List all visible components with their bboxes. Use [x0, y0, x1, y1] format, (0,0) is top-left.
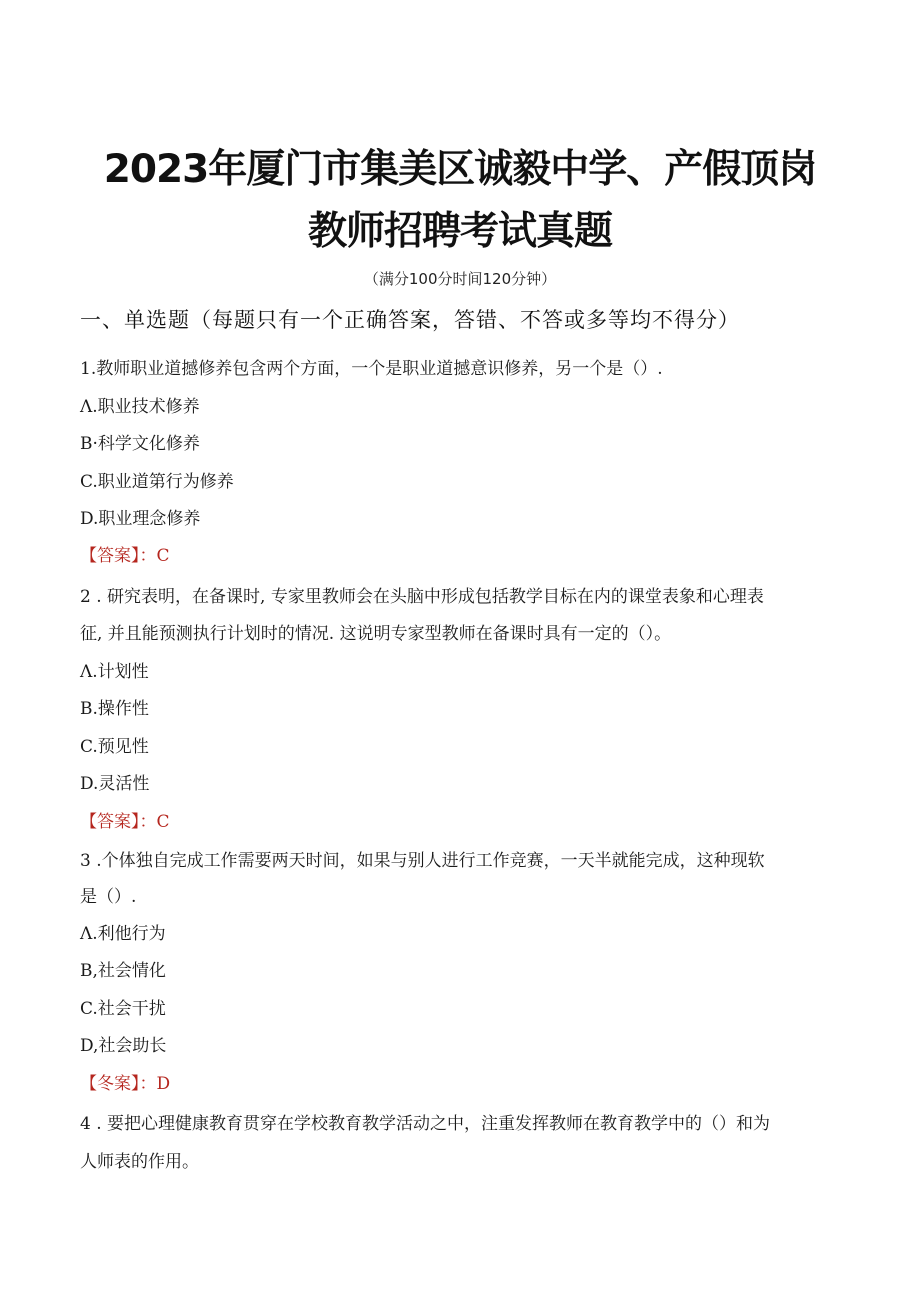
answer-label: 【答案】 — [80, 546, 140, 566]
question-3-text-line-2: 是（）. — [80, 887, 137, 907]
answer-label: 【答案】 — [80, 812, 140, 832]
question-1-option-c: C.职业道第行为修养 — [80, 472, 234, 492]
answer-value: ：C — [139, 812, 170, 832]
question-3-option-b: B,社会情化 — [80, 961, 166, 981]
section-heading: 一、单选题（每题只有一个正确答案，答错、不答或多等均不得分） — [80, 308, 740, 332]
question-1-option-d: D.职业理念修养 — [80, 509, 201, 529]
question-3-option-a: Λ.利他行为 — [80, 924, 166, 944]
question-2-text-line-1: 2 . 研究表明，在备课时, 专家里教师会在头脑中形成包括教学目标在内的课堂表象和心理表 — [80, 587, 764, 607]
question-4-text-line-1: 4 . 要把心理健康教育贯穿在学校教育教学活动之中，注重发挥教师在教育教学中的（）和为 — [80, 1114, 771, 1134]
question-1-option-a: Λ.职业技术修养 — [80, 397, 200, 417]
answer-value: ：C — [139, 546, 170, 566]
document-title-line-1: 2023年厦门市集美区诚毅中学、产假顶岗 — [103, 147, 817, 192]
question-1-text: 1.教师职业道撼修养包含两个方面，一个是职业道撼意识修养，另一个是（）. — [80, 359, 663, 379]
question-2-option-d: D.灵活性 — [80, 774, 150, 794]
question-1-option-b: B·科学文化修养 — [80, 434, 200, 454]
question-2-option-a: Λ.计划性 — [80, 662, 149, 682]
question-2-text-line-2: 征, 并且能预测执行计划时的情况. 这说明专家型教师在备课时具有一定的（）。 — [80, 624, 672, 644]
question-1-answer — [80, 545, 850, 567]
question-3-answer — [80, 1073, 850, 1095]
answer-label: 【冬案】 — [80, 1074, 140, 1094]
question-3-text-line-1: 3 .个体独自完成工作需要两天时间，如果与别人进行工作竞赛，一天半就能完成，这种现软 — [80, 851, 765, 871]
question-4-text-line-2: 人师表的作用。 — [80, 1152, 199, 1172]
answer-value: ：D — [139, 1074, 171, 1094]
document-title-line-2: 教师招聘考试真题 — [307, 209, 612, 254]
exam-duration-note: （满分100分时间120分钟） — [363, 270, 557, 288]
question-2-option-c: C.预见性 — [80, 737, 149, 757]
question-3-option-d: D,社会助长 — [80, 1036, 167, 1056]
question-2-answer — [80, 811, 850, 833]
question-3-option-c: C.社会干扰 — [80, 999, 166, 1019]
question-2-option-b: B.操作性 — [80, 699, 149, 719]
